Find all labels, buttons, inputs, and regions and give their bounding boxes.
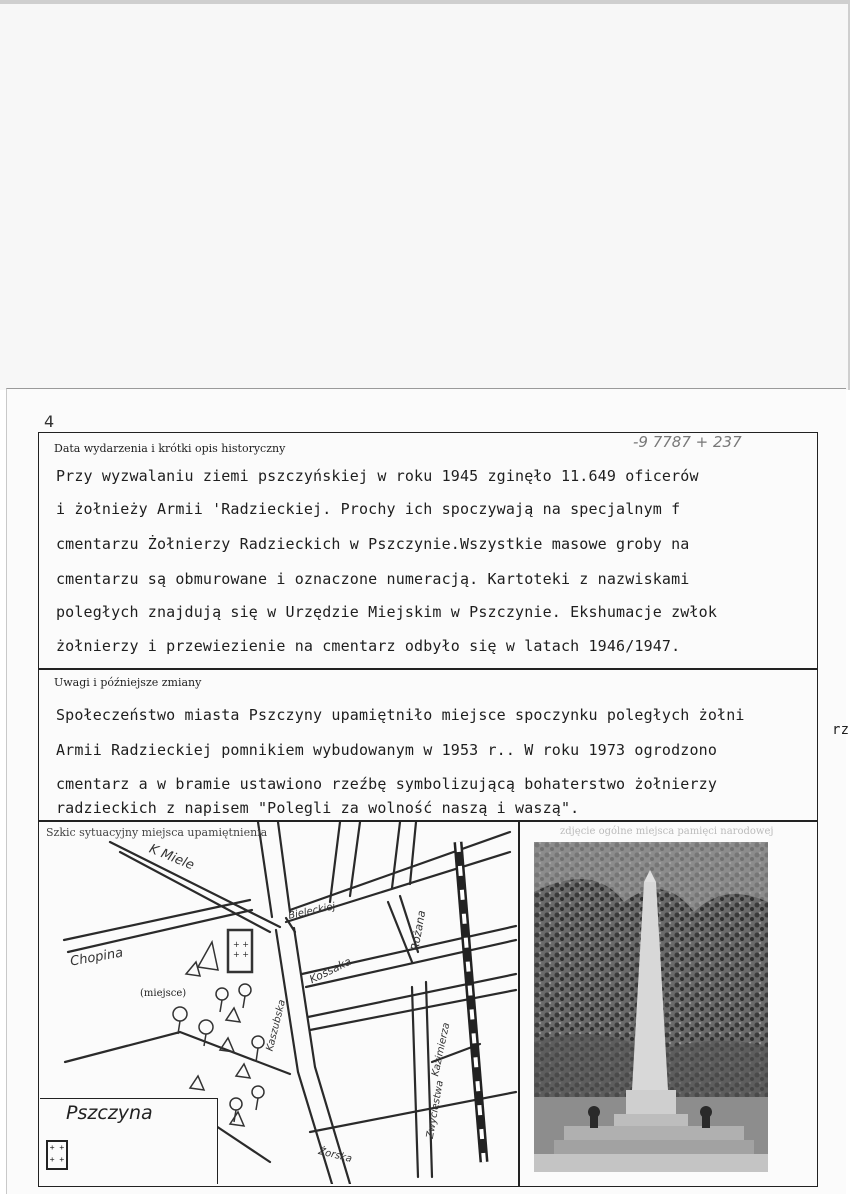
history-line-3: cmentarzu Żołnierzy Radzieckich w Pszczynie.Wszystkie masowe groby na (56, 535, 690, 553)
street-zwyciestwa: Zwycięstwa (424, 1079, 446, 1140)
street-kossaka: Kossaka (307, 954, 354, 987)
blank-page-top (0, 0, 850, 390)
street-kaszubska: Kaszubska (264, 998, 289, 1053)
history-line-1: Przy wyzwalaniu ziemi pszczyńskiej w roku 1945 zginęło 11.649 oficerów (56, 467, 699, 485)
railway (458, 842, 484, 1162)
page-number: 4 (44, 412, 55, 431)
photo-label: zdjęcie ogólne miejsca pamięci narodowej (560, 826, 774, 837)
town-name: Pszczyna (66, 1102, 153, 1124)
obelisk-photo-image (534, 842, 768, 1172)
history-line-2: i żołnieży Armii 'Radzieckiej. Prochy ich spoczywają na specjalnym f (56, 500, 681, 518)
street-rozana: Różana (408, 909, 429, 952)
sketch-label: Szkic sytuacyjny miejsca upamiętnienia (46, 826, 268, 839)
history-line-5: poległych znajdują się w Urzędzie Miejskim w Pszczynie. Ekshumacje zwłok (56, 603, 718, 621)
remarks-line-4: radzieckich z napisem "Polegli za wolność naszą i waszą". (56, 799, 580, 817)
corner-annotation: -9 7787 + 237 (633, 433, 742, 451)
history-line-4: cmentarzu są obmurowane i oznaczone numeracją. Kartoteki z nazwiskami (56, 570, 690, 588)
section-remarks-label: Uwagi i późniejsze zmiany (54, 676, 202, 689)
stamp-mark: + + + + (46, 1140, 68, 1170)
remarks-overflow: rz (832, 722, 850, 738)
divider-1 (38, 668, 818, 670)
section-history-label: Data wydarzenia i krótki opis historyczny (54, 442, 286, 455)
page-edge (0, 0, 850, 4)
street-zorska: Żorska (317, 1146, 354, 1165)
history-line-6: żołnierzy i przewiezienie na cmentarz odbyło się w latach 1946/1947. (56, 637, 681, 655)
street-chopina: Chopina (69, 945, 125, 970)
monument-photo (534, 842, 768, 1172)
grave-marker: + + + + (233, 940, 249, 959)
remarks-line-1: Społeczeństwo miasta Pszczyny upamiętniło miejsce spoczynku poległych żołni (56, 706, 745, 724)
divider-sketch-photo (518, 820, 520, 1187)
street-bieleckiej: Bieleckiej (287, 901, 337, 922)
street-k-miele: K Miele (146, 841, 197, 874)
place-label: (miejsce) (140, 988, 187, 999)
remarks-line-3: cmentarz a w bramie ustawiono rzeźbę symbolizującą bohaterstwo żołnierzy (56, 775, 718, 793)
remarks-line-2: Armii Radzieckiej pomnikiem wybudowanym w 1953 r.. W roku 1973 ogrodzono (56, 741, 718, 759)
street-kazimierza: Kazimierza (430, 1021, 453, 1078)
